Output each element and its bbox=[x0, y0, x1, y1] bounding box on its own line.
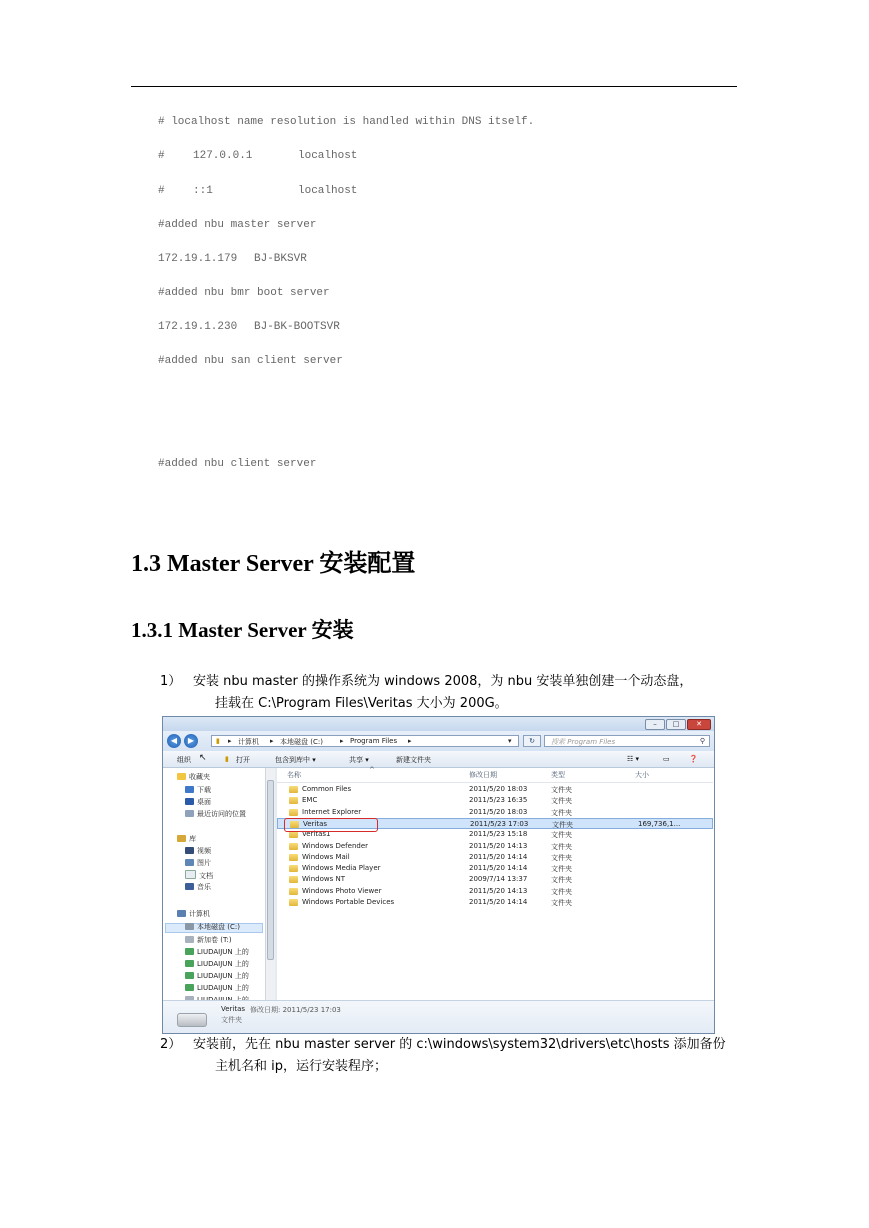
recent-places-icon bbox=[185, 810, 194, 817]
hosts-line: # 127.0.0.1 localhost bbox=[158, 150, 358, 162]
document-icon bbox=[185, 870, 196, 879]
file-date: 2011/5/20 14:13 bbox=[469, 886, 528, 895]
refresh-icon[interactable]: ↻ bbox=[523, 735, 541, 747]
file-date: 2011/5/20 18:03 bbox=[469, 785, 528, 793]
network-drive-icon bbox=[185, 948, 194, 955]
folder-icon bbox=[289, 876, 298, 883]
subsection-heading: 1.3.1 Master Server 安装 bbox=[131, 618, 354, 642]
nav-downloads[interactable]: 下载 bbox=[185, 785, 211, 795]
file-date: 2011/5/20 14:14 bbox=[469, 852, 528, 861]
file-type: 文件夹 bbox=[551, 876, 572, 885]
file-row[interactable] bbox=[277, 874, 713, 885]
file-type: 文件夹 bbox=[551, 831, 572, 840]
nav-network-drive[interactable]: LIUDAIJUN 上的 bbox=[185, 959, 249, 969]
view-options-icon[interactable]: ☷ ▾ bbox=[627, 755, 640, 763]
file-type: 文件夹 bbox=[551, 853, 572, 862]
file-name: Windows Portable Devices bbox=[302, 898, 395, 906]
file-row[interactable] bbox=[277, 807, 713, 818]
breadcrumb-item[interactable]: Program Files bbox=[350, 737, 398, 745]
command-bar bbox=[163, 751, 714, 768]
hosts-line: 172.19.1.230 BJ-BK-BOOTSVR bbox=[158, 321, 340, 333]
file-date: 2011/5/23 17:03 bbox=[470, 819, 529, 828]
share-button[interactable]: 共享 ▾ bbox=[349, 756, 369, 764]
hosts-line: #added nbu client server bbox=[158, 458, 317, 470]
nav-local-disk[interactable]: 本地磁盘 (C:) bbox=[185, 922, 240, 932]
header-rule bbox=[131, 86, 737, 87]
folder-icon bbox=[289, 809, 298, 816]
file-type: 文件夹 bbox=[551, 899, 572, 907]
title-bar bbox=[163, 717, 714, 731]
file-type: 文件夹 bbox=[551, 887, 572, 896]
sort-indicator-icon: ^ bbox=[369, 766, 375, 774]
folder-icon: ▮ bbox=[216, 737, 220, 745]
maximize-button[interactable]: □ bbox=[666, 719, 686, 730]
detail-kind: 文件夹 bbox=[221, 1016, 242, 1024]
library-icon bbox=[177, 835, 186, 842]
nav-recent[interactable]: 最近访问的位置 bbox=[185, 809, 246, 819]
file-name: Windows Mail bbox=[302, 852, 350, 861]
file-name: Common Files bbox=[302, 785, 352, 793]
address-bar-row bbox=[163, 731, 714, 751]
step-text: 安装前，先在 nbu master server 的 c:\windows\system32\drivers\etc\hosts 添加备份 bbox=[193, 1037, 726, 1052]
column-name[interactable]: 名称 bbox=[287, 771, 301, 779]
file-name: Veritas1 bbox=[302, 830, 331, 839]
desktop-icon bbox=[185, 798, 194, 805]
folder-icon bbox=[177, 1013, 207, 1027]
file-size: 169,736,1... bbox=[638, 819, 681, 828]
step-text: 挂载在 C:\Program Files\Veritas 大小为 200G。 bbox=[215, 696, 508, 711]
details-pane bbox=[163, 1000, 714, 1034]
hosts-line: 172.19.1.179 BJ-BKSVR bbox=[158, 253, 307, 265]
forward-arrow-icon[interactable]: ▶ bbox=[184, 734, 198, 748]
close-button[interactable]: ✕ bbox=[687, 719, 711, 730]
file-type: 文件夹 bbox=[551, 865, 572, 874]
hosts-line: # ::1 localhost bbox=[158, 185, 358, 197]
network-drive-icon bbox=[185, 972, 194, 979]
drive-icon bbox=[185, 923, 194, 930]
include-in-library-button[interactable]: 包含到库中 ▾ bbox=[275, 756, 316, 764]
navigation-pane bbox=[163, 768, 265, 1000]
nav-pictures[interactable]: 图片 bbox=[185, 858, 211, 868]
file-row[interactable] bbox=[277, 795, 713, 806]
hosts-line: #added nbu bmr boot server bbox=[158, 287, 330, 299]
chevron-down-icon[interactable]: ▾ bbox=[508, 737, 512, 745]
explorer-window-screenshot bbox=[162, 716, 715, 1034]
nav-network-drive[interactable]: LIUDAIJUN 上的 bbox=[185, 983, 249, 993]
folder-icon bbox=[289, 854, 298, 861]
drive-icon bbox=[185, 936, 194, 943]
file-name: EMC bbox=[302, 796, 318, 805]
nav-videos[interactable]: 视频 bbox=[185, 846, 211, 856]
folder-icon bbox=[289, 797, 298, 804]
file-name: Veritas bbox=[303, 819, 328, 828]
picture-icon bbox=[185, 859, 194, 866]
address-bar[interactable]: ▮ ▸ 计算机 ▸ 本地磁盘 (C:) ▸ Program Files ▸ ▾ bbox=[211, 735, 519, 747]
folder-icon bbox=[289, 786, 298, 793]
nav-computer[interactable]: 计算机 bbox=[177, 909, 210, 919]
help-icon[interactable]: ❓ bbox=[689, 755, 698, 763]
nav-favorites[interactable]: 收藏夹 bbox=[177, 772, 210, 782]
open-button[interactable]: 打开 bbox=[236, 756, 250, 764]
nav-network-drive[interactable]: LIUDAIJUN 上的 bbox=[185, 947, 249, 957]
file-date: 2011/5/20 14:13 bbox=[469, 841, 528, 850]
folder-icon bbox=[289, 831, 298, 838]
open-icon: ▮ bbox=[225, 755, 229, 763]
detail-name: Veritas bbox=[221, 1005, 246, 1013]
hosts-line: #added nbu san client server bbox=[158, 355, 343, 367]
file-row[interactable] bbox=[277, 784, 713, 795]
highlight-box bbox=[284, 818, 378, 832]
file-row[interactable] bbox=[277, 897, 713, 908]
step-1 bbox=[160, 671, 750, 715]
file-name: Windows Photo Viewer bbox=[302, 886, 382, 895]
minimize-button[interactable]: – bbox=[645, 719, 665, 730]
breadcrumb-item[interactable]: 本地磁盘 (C:) bbox=[280, 738, 323, 746]
step-number: 1） bbox=[160, 674, 182, 689]
step-number: 2） bbox=[160, 1037, 182, 1052]
preview-pane-icon[interactable]: ▭ bbox=[663, 755, 670, 763]
scrollbar-thumb[interactable] bbox=[267, 780, 274, 960]
file-date: 2011/5/20 14:14 bbox=[469, 898, 528, 906]
file-row[interactable] bbox=[277, 852, 713, 863]
step-2 bbox=[160, 1034, 750, 1078]
file-type: 文件夹 bbox=[551, 808, 572, 817]
nav-music[interactable]: 音乐 bbox=[185, 882, 211, 892]
step-text: 主机名和 ip，运行安装程序； bbox=[215, 1059, 387, 1074]
hosts-line: # localhost name resolution is handled within DNS itself. bbox=[158, 116, 535, 128]
back-arrow-icon[interactable]: ◀ bbox=[167, 734, 181, 748]
file-name: Windows NT bbox=[302, 875, 345, 884]
file-type: 文件夹 bbox=[551, 786, 572, 794]
breadcrumb-item[interactable]: 计算机 bbox=[238, 738, 259, 746]
file-type: 文件夹 bbox=[551, 797, 572, 806]
column-date[interactable]: 修改日期 bbox=[469, 771, 497, 779]
star-icon bbox=[177, 773, 186, 780]
computer-icon bbox=[177, 910, 186, 917]
file-row[interactable] bbox=[277, 863, 713, 874]
column-size[interactable]: 大小 bbox=[635, 771, 649, 779]
search-icon: ⚲ bbox=[699, 737, 705, 745]
file-type: 文件夹 bbox=[552, 820, 573, 829]
file-date: 2011/5/20 14:14 bbox=[469, 864, 528, 873]
nav-documents[interactable]: 文档 bbox=[185, 870, 213, 881]
folder-icon bbox=[289, 843, 298, 850]
hosts-line: #added nbu master server bbox=[158, 219, 317, 231]
column-type[interactable]: 类型 bbox=[551, 771, 565, 779]
file-date: 2009/7/14 13:37 bbox=[469, 875, 528, 884]
organize-button[interactable]: 组织 bbox=[177, 756, 191, 764]
file-name: Windows Media Player bbox=[302, 864, 381, 873]
nav-libraries[interactable]: 库 bbox=[177, 834, 196, 844]
file-type: 文件夹 bbox=[551, 842, 572, 851]
music-icon bbox=[185, 883, 194, 890]
video-icon bbox=[185, 847, 194, 854]
column-headers bbox=[277, 768, 713, 783]
file-name: Internet Explorer bbox=[302, 807, 362, 816]
cursor-icon: ↖ bbox=[199, 753, 207, 763]
file-row[interactable] bbox=[277, 886, 713, 897]
search-input[interactable] bbox=[544, 735, 710, 747]
nav-desktop[interactable]: 桌面 bbox=[185, 797, 211, 807]
detail-modified: 修改日期: 2011/5/23 17:03 bbox=[250, 1006, 341, 1014]
step-text: 安装 nbu master 的操作系统为 windows 2008，为 nbu 安装单独创建一个动态盘， bbox=[193, 674, 693, 689]
download-icon bbox=[185, 786, 194, 793]
search-placeholder: 搜索 Program Files bbox=[551, 738, 616, 746]
folder-icon bbox=[289, 865, 298, 872]
network-drive-icon bbox=[185, 960, 194, 967]
nav-network-drive[interactable]: LIUDAIJUN 上的 bbox=[185, 971, 249, 981]
network-drive-icon bbox=[185, 984, 194, 991]
file-name: Windows Defender bbox=[302, 841, 369, 850]
folder-icon bbox=[289, 899, 298, 906]
folder-icon bbox=[289, 888, 298, 895]
file-row[interactable] bbox=[277, 841, 713, 852]
section-heading: 1.3 Master Server 安装配置 bbox=[131, 551, 416, 577]
file-date: 2011/5/20 18:03 bbox=[469, 807, 528, 816]
file-date: 2011/5/23 15:18 bbox=[469, 830, 528, 839]
nav-new-volume[interactable]: 新加卷 (T:) bbox=[185, 935, 232, 945]
new-folder-button[interactable]: 新建文件夹 bbox=[396, 756, 431, 764]
file-date: 2011/5/23 16:35 bbox=[469, 796, 528, 805]
